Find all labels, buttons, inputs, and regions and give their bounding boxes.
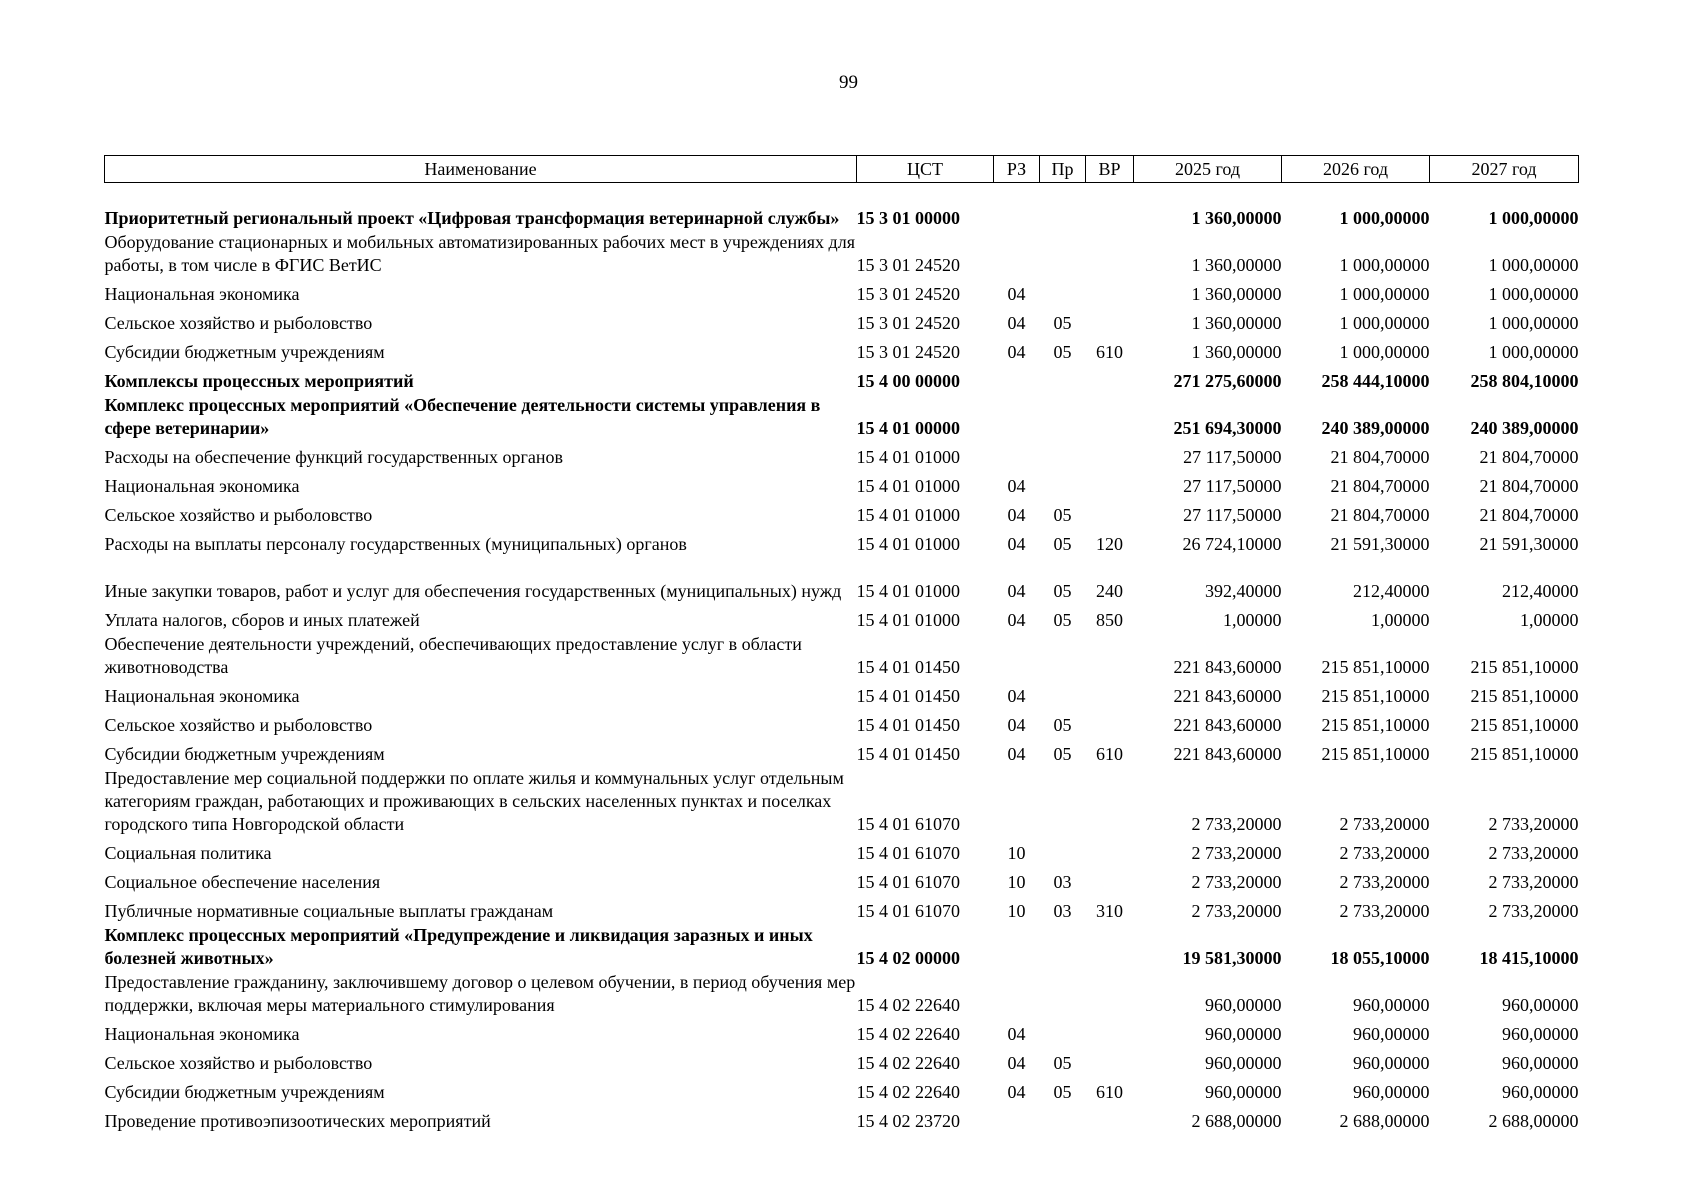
cell-y2026: 2 733,20000	[1339, 900, 1430, 921]
cell-pr: 05	[1053, 714, 1072, 735]
cell-vr	[1086, 364, 1134, 393]
cell-y2025: 221 843,60000	[1173, 656, 1282, 677]
cell-y2025: 960,00000	[1205, 994, 1282, 1015]
cell-rz: 04	[1007, 283, 1026, 304]
cell-rz: 04	[1007, 714, 1026, 735]
cell-pr: 05	[1053, 341, 1072, 362]
budget-table	[104, 155, 1579, 1133]
cell-cst: 15 3 01 24520	[856, 341, 960, 362]
cell-y2027: 960,00000	[1502, 1023, 1579, 1044]
cell-y2025: 221 843,60000	[1173, 714, 1282, 735]
cell-y2025: 2 688,00000	[1191, 1110, 1282, 1131]
cell-vr: 240	[1096, 580, 1123, 601]
cell-cst: 15 4 02 22640	[856, 1023, 960, 1044]
cell-y2027: 2 733,20000	[1488, 813, 1579, 834]
cell-cst: 15 4 01 61070	[856, 871, 960, 892]
cell-name: Субсидии бюджетным учреждениям	[104, 1081, 385, 1102]
table-row	[105, 970, 1579, 1017]
cell-y2025: 271 275,60000	[1173, 370, 1282, 391]
cell-name: Расходы на обеспечение функций государственных органов	[104, 446, 563, 467]
cell-pr: 03	[1053, 871, 1072, 892]
table-row	[105, 737, 1579, 766]
cell-name: Уплата налогов, сборов и иных платежей	[104, 609, 420, 630]
cell-y2026: 1 000,00000	[1339, 254, 1430, 275]
cell-cst: 15 4 01 01450	[856, 685, 960, 706]
header-2027: 2027 год	[1430, 156, 1579, 183]
cell-pr	[1040, 440, 1086, 469]
cell-cst: 15 4 01 01000	[856, 475, 960, 496]
cell-rz: 04	[1007, 685, 1026, 706]
cell-y2027: 18 415,10000	[1479, 947, 1579, 968]
cell-name: Национальная экономика	[104, 685, 300, 706]
cell-y2027: 960,00000	[1502, 994, 1579, 1015]
cell-y2027: 215 851,10000	[1470, 656, 1579, 677]
cell-cst: 15 4 02 22640	[856, 1052, 960, 1073]
cell-y2025: 392,40000	[1205, 580, 1282, 601]
cell-name: Субсидии бюджетным учреждениям	[104, 341, 385, 362]
cell-y2026: 1,00000	[1371, 609, 1430, 630]
cell-y2027: 21 804,70000	[1479, 504, 1579, 525]
cell-rz	[994, 440, 1040, 469]
cell-y2025: 26 724,10000	[1182, 533, 1282, 554]
cell-y2026: 960,00000	[1353, 994, 1430, 1015]
table-row	[105, 183, 1579, 230]
cell-vr	[1086, 230, 1134, 277]
table-row	[105, 1104, 1579, 1133]
cell-cst: 15 4 02 22640	[856, 994, 960, 1015]
cell-y2026: 212,40000	[1353, 580, 1430, 601]
cell-rz: 10	[1007, 871, 1026, 892]
cell-rz	[994, 230, 1040, 277]
cell-y2026: 1 000,00000	[1339, 207, 1430, 228]
cell-cst: 15 4 02 00000	[856, 947, 960, 968]
cell-name: Иные закупки товаров, работ и услуг для обеспечения государственных (муниципальных) нужд	[104, 580, 842, 601]
cell-y2025: 960,00000	[1205, 1023, 1282, 1044]
cell-y2027: 2 688,00000	[1488, 1110, 1579, 1131]
table-row	[105, 393, 1579, 440]
cell-pr	[1040, 970, 1086, 1017]
cell-rz	[994, 970, 1040, 1017]
cell-name: Социальное обеспечение населения	[104, 871, 381, 892]
cell-name: Сельское хозяйство и рыболовство	[104, 504, 373, 525]
cell-pr: 05	[1053, 580, 1072, 601]
cell-cst: 15 4 01 01000	[856, 504, 960, 525]
cell-rz: 04	[1007, 341, 1026, 362]
page-number: 99	[839, 72, 858, 93]
cell-vr	[1086, 970, 1134, 1017]
cell-y2027: 1,00000	[1520, 609, 1579, 630]
cell-pr: 05	[1053, 1052, 1072, 1073]
cell-rz: 04	[1007, 609, 1026, 630]
cell-vr	[1086, 1017, 1134, 1046]
cell-y2026: 960,00000	[1353, 1023, 1430, 1044]
cell-pr: 05	[1053, 609, 1072, 630]
cell-cst: 15 4 01 01450	[856, 714, 960, 735]
cell-y2027: 1 000,00000	[1488, 207, 1579, 228]
cell-y2026: 1 000,00000	[1339, 312, 1430, 333]
table-body	[105, 183, 1579, 1133]
cell-y2025: 960,00000	[1205, 1052, 1282, 1073]
table-row	[105, 766, 1579, 836]
cell-vr	[1086, 679, 1134, 708]
cell-pr	[1040, 923, 1086, 970]
header-rz: РЗ	[994, 156, 1040, 183]
cell-rz: 04	[1007, 743, 1026, 764]
cell-y2025: 2 733,20000	[1191, 900, 1282, 921]
cell-y2027: 21 804,70000	[1479, 446, 1579, 467]
cell-vr	[1086, 440, 1134, 469]
cell-cst: 15 4 01 00000	[856, 417, 960, 438]
cell-y2025: 1 360,00000	[1191, 254, 1282, 275]
cell-y2025: 27 117,50000	[1183, 475, 1282, 496]
cell-cst: 15 4 00 00000	[856, 370, 960, 391]
cell-y2027: 1 000,00000	[1488, 283, 1579, 304]
header-2026: 2026 год	[1282, 156, 1430, 183]
cell-y2026: 21 804,70000	[1330, 475, 1430, 496]
cell-y2025: 960,00000	[1205, 1081, 1282, 1102]
cell-pr: 05	[1053, 312, 1072, 333]
cell-y2027: 2 733,20000	[1488, 900, 1579, 921]
cell-y2027: 1 000,00000	[1488, 341, 1579, 362]
header-name: Наименование	[105, 156, 857, 183]
cell-rz: 10	[1007, 900, 1026, 921]
cell-vr	[1086, 766, 1134, 836]
cell-y2027: 21 804,70000	[1479, 475, 1579, 496]
cell-y2026: 215 851,10000	[1321, 656, 1430, 677]
table-row	[105, 603, 1579, 632]
cell-y2025: 2 733,20000	[1191, 813, 1282, 834]
table-row	[105, 364, 1579, 393]
cell-vr	[1086, 1046, 1134, 1075]
cell-y2025: 2 733,20000	[1191, 871, 1282, 892]
table-row	[105, 498, 1579, 527]
cell-y2026: 240 389,00000	[1321, 417, 1430, 438]
cell-y2027: 215 851,10000	[1470, 685, 1579, 706]
cell-name: Субсидии бюджетным учреждениям	[104, 743, 385, 764]
cell-vr	[1086, 836, 1134, 865]
cell-pr	[1040, 183, 1086, 230]
cell-name: Национальная экономика	[104, 475, 300, 496]
header-2025: 2025 год	[1134, 156, 1282, 183]
cell-cst: 15 4 01 61070	[856, 842, 960, 863]
cell-y2025: 221 843,60000	[1173, 743, 1282, 764]
cell-y2025: 19 581,30000	[1182, 947, 1282, 968]
cell-y2026: 1 000,00000	[1339, 341, 1430, 362]
cell-name: Расходы на выплаты персоналу государственных (муниципальных) органов	[104, 533, 687, 554]
cell-y2026: 18 055,10000	[1330, 947, 1430, 968]
cell-vr: 610	[1096, 1081, 1123, 1102]
cell-name: Обеспечение деятельности учреждений, обеспечивающих предоставление услуг в области животноводства	[104, 633, 802, 677]
cell-vr: 310	[1096, 900, 1123, 921]
cell-y2025: 1 360,00000	[1191, 312, 1282, 333]
cell-y2026: 2 733,20000	[1339, 813, 1430, 834]
cell-y2026: 215 851,10000	[1321, 743, 1430, 764]
cell-pr	[1040, 1104, 1086, 1133]
table-header-row	[105, 156, 1579, 183]
cell-y2027: 215 851,10000	[1470, 743, 1579, 764]
cell-name: Приоритетный региональный проект «Цифровая трансформация ветеринарной службы»	[104, 207, 840, 228]
cell-rz	[994, 923, 1040, 970]
cell-y2025: 2 733,20000	[1191, 842, 1282, 863]
header-vr: ВР	[1086, 156, 1134, 183]
cell-cst: 15 4 01 61070	[856, 813, 960, 834]
cell-cst: 15 4 02 22640	[856, 1081, 960, 1102]
cell-y2027: 2 733,20000	[1488, 842, 1579, 863]
cell-vr	[1086, 469, 1134, 498]
cell-cst: 15 4 01 01450	[856, 656, 960, 677]
cell-y2027: 258 804,10000	[1470, 370, 1579, 391]
cell-cst: 15 3 01 24520	[856, 283, 960, 304]
cell-name: Предоставление гражданину, заключившему договор о целевом обучении, в период обучения мер поддержки, включая меры материального стимулирования	[104, 971, 856, 1015]
cell-y2027: 1 000,00000	[1488, 312, 1579, 333]
cell-name: Оборудование стационарных и мобильных автоматизированных рабочих мест в учреждениях для работы, в том числе в ФГИС ВетИС	[104, 231, 855, 275]
cell-cst: 15 4 01 01000	[856, 533, 960, 554]
table-row	[105, 1017, 1579, 1046]
cell-y2025: 1 360,00000	[1191, 207, 1282, 228]
cell-y2025: 1 360,00000	[1191, 341, 1282, 362]
cell-name: Сельское хозяйство и рыболовство	[104, 714, 373, 735]
cell-vr: 850	[1096, 609, 1123, 630]
cell-pr: 03	[1053, 900, 1072, 921]
cell-vr	[1086, 498, 1134, 527]
cell-rz: 04	[1007, 504, 1026, 525]
cell-cst: 15 4 02 23720	[856, 1110, 960, 1131]
cell-y2026: 2 688,00000	[1339, 1110, 1430, 1131]
cell-cst: 15 4 01 01000	[856, 609, 960, 630]
cell-y2025: 1 360,00000	[1191, 283, 1282, 304]
cell-rz: 04	[1007, 312, 1026, 333]
table-row	[105, 1075, 1579, 1104]
cell-y2025: 251 694,30000	[1173, 417, 1282, 438]
cell-vr	[1086, 708, 1134, 737]
cell-pr	[1040, 1017, 1086, 1046]
cell-y2026: 258 444,10000	[1321, 370, 1430, 391]
cell-name: Публичные нормативные социальные выплаты гражданам	[104, 900, 554, 921]
cell-vr	[1086, 393, 1134, 440]
cell-y2027: 215 851,10000	[1470, 714, 1579, 735]
cell-vr	[1086, 865, 1134, 894]
cell-y2026: 21 804,70000	[1330, 446, 1430, 467]
cell-rz: 10	[1007, 842, 1026, 863]
table-row	[105, 1046, 1579, 1075]
cell-y2027: 960,00000	[1502, 1052, 1579, 1073]
table-row	[105, 836, 1579, 865]
cell-rz: 04	[1007, 533, 1026, 554]
cell-y2025: 27 117,50000	[1183, 504, 1282, 525]
cell-rz	[994, 364, 1040, 393]
cell-rz: 04	[1007, 475, 1026, 496]
cell-rz	[994, 632, 1040, 679]
cell-name: Комплекс процессных мероприятий «Обеспечение деятельности системы управления в сфере ветеринарии»	[104, 394, 821, 438]
table-row	[105, 306, 1579, 335]
cell-name: Предоставление мер социальной поддержки по оплате жилья и коммунальных услуг отдельным категориям граждан, работающих и проживающих в сельских населенных пунктах и поселках городского типа Новгородской области	[104, 767, 844, 834]
cell-rz: 04	[1007, 1081, 1026, 1102]
cell-pr	[1040, 469, 1086, 498]
table-row	[105, 923, 1579, 970]
cell-pr	[1040, 836, 1086, 865]
cell-rz	[994, 183, 1040, 230]
cell-pr: 05	[1053, 1081, 1072, 1102]
cell-pr	[1040, 766, 1086, 836]
cell-y2026: 2 733,20000	[1339, 842, 1430, 863]
table-row	[105, 469, 1579, 498]
table-row	[105, 679, 1579, 708]
cell-y2027: 212,40000	[1502, 580, 1579, 601]
cell-y2026: 21 591,30000	[1330, 533, 1430, 554]
cell-rz: 04	[1007, 1023, 1026, 1044]
cell-pr	[1040, 230, 1086, 277]
cell-y2027: 2 733,20000	[1488, 871, 1579, 892]
table-row	[105, 277, 1579, 306]
cell-rz	[994, 393, 1040, 440]
cell-rz	[994, 1104, 1040, 1133]
cell-pr	[1040, 277, 1086, 306]
cell-rz: 04	[1007, 1052, 1026, 1073]
cell-pr: 05	[1053, 743, 1072, 764]
cell-vr	[1086, 632, 1134, 679]
table-row	[105, 865, 1579, 894]
cell-rz: 04	[1007, 580, 1026, 601]
cell-pr: 05	[1053, 504, 1072, 525]
cell-y2027: 21 591,30000	[1479, 533, 1579, 554]
cell-name: Национальная экономика	[104, 283, 300, 304]
cell-y2025: 221 843,60000	[1173, 685, 1282, 706]
cell-vr: 120	[1096, 533, 1123, 554]
table-row	[105, 335, 1579, 364]
cell-y2026: 21 804,70000	[1330, 504, 1430, 525]
header-pr: Пр	[1040, 156, 1086, 183]
cell-y2026: 1 000,00000	[1339, 283, 1430, 304]
table-row	[105, 708, 1579, 737]
cell-vr	[1086, 183, 1134, 230]
cell-y2026: 960,00000	[1353, 1081, 1430, 1102]
cell-cst: 15 4 01 61070	[856, 900, 960, 921]
table-row	[105, 894, 1579, 923]
cell-vr	[1086, 923, 1134, 970]
cell-cst: 15 4 01 01000	[856, 580, 960, 601]
table-row	[105, 632, 1579, 679]
table-row	[105, 527, 1579, 556]
cell-y2026: 215 851,10000	[1321, 714, 1430, 735]
table-row	[105, 440, 1579, 469]
cell-cst: 15 3 01 24520	[856, 312, 960, 333]
cell-y2027: 960,00000	[1502, 1081, 1579, 1102]
cell-name: Социальная политика	[104, 842, 272, 863]
cell-y2026: 2 733,20000	[1339, 871, 1430, 892]
cell-y2027: 1 000,00000	[1488, 254, 1579, 275]
table-row	[105, 230, 1579, 277]
cell-name: Комплекс процессных мероприятий «Предупреждение и ликвидация заразных и иных болезней животных»	[104, 924, 813, 968]
cell-y2025: 1,00000	[1223, 609, 1282, 630]
cell-pr	[1040, 364, 1086, 393]
cell-rz	[994, 766, 1040, 836]
cell-name: Проведение противоэпизоотических мероприятий	[104, 1110, 491, 1131]
cell-cst: 15 3 01 24520	[856, 254, 960, 275]
cell-name: Комплексы процессных мероприятий	[104, 370, 414, 391]
cell-vr	[1086, 277, 1134, 306]
header-cst: ЦСТ	[857, 156, 994, 183]
cell-vr	[1086, 306, 1134, 335]
cell-cst: 15 4 01 01450	[856, 743, 960, 764]
cell-vr: 610	[1096, 743, 1123, 764]
cell-y2027: 240 389,00000	[1470, 417, 1579, 438]
cell-y2026: 960,00000	[1353, 1052, 1430, 1073]
cell-y2026: 215 851,10000	[1321, 685, 1430, 706]
cell-name: Сельское хозяйство и рыболовство	[104, 312, 373, 333]
cell-cst: 15 4 01 01000	[856, 446, 960, 467]
cell-vr	[1086, 1104, 1134, 1133]
cell-cst: 15 3 01 00000	[856, 207, 960, 228]
cell-vr: 610	[1096, 341, 1123, 362]
cell-name: Сельское хозяйство и рыболовство	[104, 1052, 373, 1073]
cell-name: Национальная экономика	[104, 1023, 300, 1044]
cell-y2025: 27 117,50000	[1183, 446, 1282, 467]
cell-pr	[1040, 679, 1086, 708]
cell-pr	[1040, 632, 1086, 679]
cell-pr	[1040, 393, 1086, 440]
cell-pr: 05	[1053, 533, 1072, 554]
table-row	[105, 556, 1579, 603]
